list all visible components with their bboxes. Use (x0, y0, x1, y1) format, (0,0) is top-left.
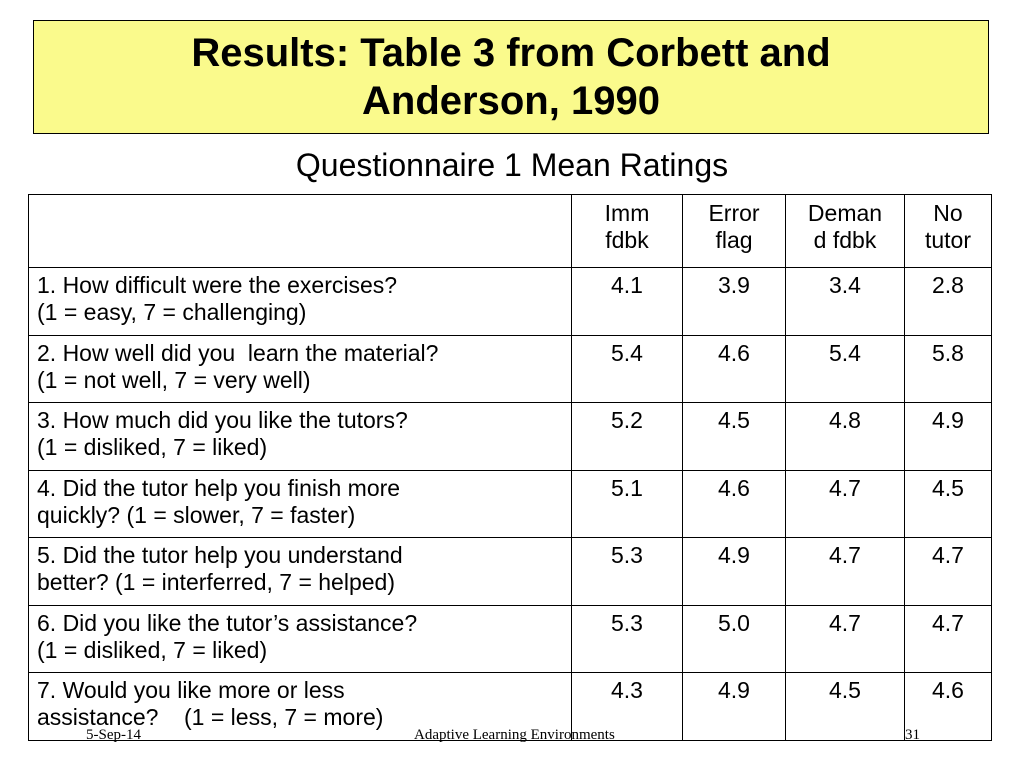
rating-demand-fdbk: 4.8 (786, 403, 905, 471)
rating-error-flag: 4.9 (683, 538, 786, 606)
question-cell (29, 268, 572, 336)
rating-demand-fdbk: 5.4 (786, 335, 905, 403)
footer-page-number: 31 (905, 727, 920, 743)
ratings-table (28, 194, 992, 741)
rating-error-flag: 4.5 (683, 403, 786, 471)
header-imm-fdbk (572, 195, 683, 268)
header-error-flag (683, 195, 786, 268)
rating-imm-fdbk: 5.4 (572, 335, 683, 403)
question-scale: quickly? (1 = slower, 7 = faster) (37, 501, 356, 528)
question-scale: (1 = disliked, 7 = liked) (37, 434, 268, 460)
header-label-line1: Deman (807, 200, 883, 226)
question-text: 4. Did the tutor help you finish more (37, 474, 401, 501)
rating-imm-fdbk: 5.2 (572, 403, 683, 471)
rating-demand-fdbk: 3.4 (786, 268, 905, 336)
table-row (29, 470, 992, 538)
rating-error-flag: 4.6 (683, 470, 786, 538)
rating-no-tutor: 4.5 (905, 470, 992, 538)
question-cell (29, 403, 572, 471)
table-row (29, 335, 992, 403)
header-label-line2: d fdbk (813, 227, 877, 253)
question-text: 3. How much did you like the tutors? (37, 407, 408, 433)
table-row (29, 403, 992, 471)
title-banner (33, 20, 989, 134)
question-text: 2. How well did you learn the material? (37, 339, 439, 366)
question-text: 1. How difficult were the exercises? (37, 272, 398, 298)
header-label-line2: tutor (924, 227, 972, 253)
rating-demand-fdbk: 4.7 (786, 538, 905, 606)
footer-date: 5-Sep-14 (86, 727, 141, 743)
rating-no-tutor: 4.7 (905, 538, 992, 606)
rating-no-tutor: 2.8 (905, 268, 992, 336)
rating-imm-fdbk: 4.3 (572, 673, 683, 741)
title-line-2: Anderson, 1990 (362, 79, 660, 123)
rating-error-flag: 5.0 (683, 605, 786, 673)
table-header-row (29, 195, 992, 268)
question-scale: better? (1 = interferred, 7 = helped) (37, 569, 395, 595)
header-empty-cell (29, 195, 572, 268)
rating-error-flag: 4.6 (683, 335, 786, 403)
header-label-line1: Error (708, 200, 760, 226)
rating-no-tutor: 5.8 (905, 335, 992, 403)
question-text: 6. Did you like the tutor’s assistance? (37, 609, 418, 636)
table-subtitle: Questionnaire 1 Mean Ratings (295, 147, 729, 183)
rating-imm-fdbk: 4.1 (572, 268, 683, 336)
table-row (29, 538, 992, 606)
question-text: 7. Would you like more or less (37, 677, 345, 703)
rating-demand-fdbk: 4.7 (786, 470, 905, 538)
table-row (29, 605, 992, 673)
rating-error-flag: 3.9 (683, 268, 786, 336)
header-label-line1: No (933, 200, 963, 226)
rating-imm-fdbk: 5.3 (572, 605, 683, 673)
rating-demand-fdbk: 4.5 (786, 673, 905, 741)
question-text: 5. Did the tutor help you understand (37, 542, 403, 568)
rating-no-tutor: 4.6 (905, 673, 992, 741)
header-label-line2: flag (715, 227, 753, 253)
header-demand-fdbk (786, 195, 905, 268)
footer-course-name: Adaptive Learning Environments (414, 727, 615, 743)
header-no-tutor (905, 195, 992, 268)
rating-imm-fdbk: 5.1 (572, 470, 683, 538)
question-scale: (1 = not well, 7 = very well) (37, 366, 311, 393)
question-scale: (1 = disliked, 7 = liked) (37, 636, 268, 663)
question-cell (29, 605, 572, 673)
question-scale: assistance? (1 = less, 7 = more) (37, 704, 384, 730)
question-scale: (1 = easy, 7 = challenging) (37, 299, 307, 325)
rating-no-tutor: 4.7 (905, 605, 992, 673)
rating-imm-fdbk: 5.3 (572, 538, 683, 606)
question-cell (29, 470, 572, 538)
rating-demand-fdbk: 4.7 (786, 605, 905, 673)
title-line-1: Results: Table 3 from Corbett and (191, 31, 831, 75)
question-cell (29, 538, 572, 606)
rating-error-flag: 4.9 (683, 673, 786, 741)
question-cell (29, 335, 572, 403)
header-label-line1: Imm (604, 200, 650, 226)
header-label-line2: fdbk (605, 227, 649, 253)
rating-no-tutor: 4.9 (905, 403, 992, 471)
table-row (29, 268, 992, 336)
